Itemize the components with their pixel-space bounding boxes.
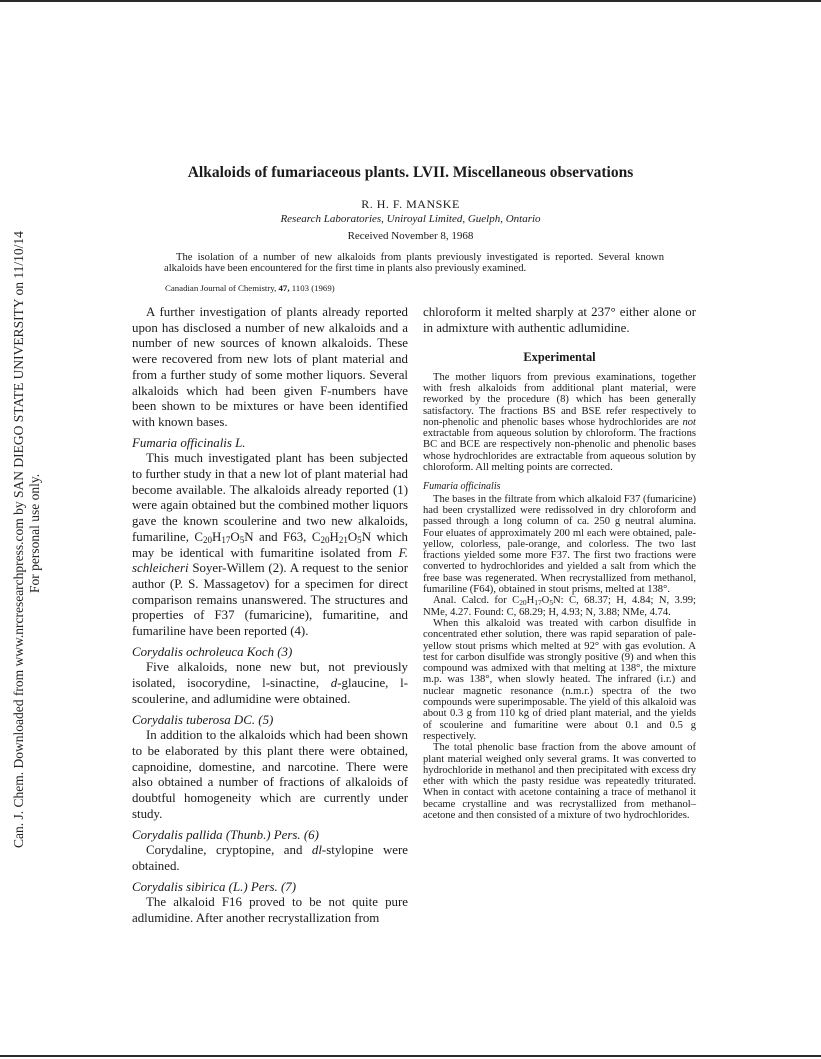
citation-pages: 1103 (1969): [291, 283, 335, 293]
received-date: Received November 8, 1968: [347, 230, 474, 242]
download-watermark: [0, 0, 60, 1059]
carbon-disulfide-paragraph: When this alkaloid was treated with carbon disulfide in concentrated ether solution, there was rapid separation of pale-yellow stout prisms which melted at 92° with gas evolution. A test for carbon disulfide was strongly positive (9) and when this compound was admixed with that melting at 138°, the mixture m.p. was 138°, when slowly heated. The infrared (i.r.) and nuclear magnetic resonance (n.m.r.) spectra of the two compounds were superimposable. The yield of this alkaloid was about 0.3 g from 110 kg of dried plant material, and the yields of scoulerine and fumaritine were about 0.1 and 0.5 g respectively.: [423, 617, 696, 742]
top-border-line: [0, 0, 821, 2]
emphasis: not: [682, 416, 696, 428]
text-span: -stylopine were obtained.: [132, 843, 408, 873]
watermark-line-2: For personal use only.: [27, 473, 42, 593]
formula-fumariline: $C_{20}H_{17}O_5$: [194, 529, 245, 545]
bases-filtrate-paragraph: The bases in the filtrate from which alkaloid F37 (fumaricine) had been crystallized were redissolved in dry chloroform and passed through a long column of ca. 250 g neutral alumina. Four eluates of approximately 200 ml each were obtained, pale-yellow, colorless, pale-orange, and colorless. The two last fractions yielded some more F37. The first two fractions were converted to hydrochlorides and yielded a salt from which the free base was regenerated. When recrystallized from methanol, fumariline (F64), obtained in stout prisms, melted at 138°.: [423, 493, 696, 596]
section-heading-corydalis-tuberosa: Corydalis tuberosa DC. (5): [132, 712, 274, 727]
section-heading-experimental: Experimental: [523, 350, 596, 365]
text-span: N: C, 68.37; H, 4.84; N, 3.99; NMe, 4.27. Found: C, 68.29; H, 4.93; N, 3.88; NMe, 4.74.: [423, 595, 696, 618]
corydalis-sibirica-paragraph: The alkaloid F16 proved to be not quite pure adlumidine. After another recrystallization from: [132, 895, 408, 926]
bottom-border-line: [0, 1055, 821, 1057]
italic-prefix: d: [330, 676, 338, 691]
phenolic-base-paragraph: The total phenolic base fraction from the above amount of plant material weighed only several grams. It was converted to hydrochloride in methanol and then precipitated with excess dry ether with which the pasty residue was repeatedly triturated. When in contact with acetone containing a trace of methanol it became crystalline and was recrystallized from methanol–acetone and then consisted of a mixture of two hydrochlorides.: [423, 742, 696, 821]
text-span: Anal. Calcd. for: [433, 595, 513, 607]
fumaria-officinalis-paragraph: [132, 451, 408, 639]
abstract: The isolation of a number of new alkaloids from plants previously investigated is reported. Several known alkaloids have been encountered for the first time in plants also previously examined.: [164, 252, 664, 275]
corydalis-pallida-paragraph: [132, 843, 408, 874]
text-span: N which may be identical with fumaritine isolated from: [132, 529, 408, 560]
text-span: Soyer-Willem (2). A request to the senior author (P. S. Massagetov) for a specimen for direct comparison remains unanswered. The structures and properties of F37 (fumaricine), fumaritine, and fumariline have been reported (4).: [132, 561, 408, 639]
right-column: [423, 305, 696, 821]
text-span: This much investigated plant has been subjected to further study in that a new lot of plant material had become available. The alkaloids already reported (1) were again obtained but the combined mother liquors gave the known scoulerine and two new alkaloids, fumariline,: [132, 451, 408, 544]
journal-citation: [165, 283, 335, 293]
species-name: F. schleicheri: [132, 545, 408, 576]
left-column: [132, 305, 408, 927]
citation-volume: 47,: [278, 283, 290, 293]
watermark-line-1: Can. J. Chem. Downloaded from www.nrcresearchpress.com by SAN DIEGO STATE UNIVERSITY on 11/10/14: [11, 231, 26, 848]
italic-prefix: dl: [311, 843, 322, 858]
paper-title: Alkaloids of fumariaceous plants. LVII. Miscellaneous observations: [187, 164, 634, 181]
formula-f63: $C_{20}H_{21}O_5$: [311, 529, 362, 545]
corydalis-tuberosa-paragraph: In addition to the alkaloids which had been shown to be elaborated by this plant there were obtained, capnoidine, domestine, and narcotine. There were also obtained a number of fractions of alkaloids of doubtful homogeneity which are currently under study.: [132, 728, 408, 821]
intro-paragraph: A further investigation of plants already reported upon has disclosed a number of new alkaloids and a number of new sources of known alkaloids. These were recovered from new lots of plant material and from a further study of some mother liquors. Several alkaloids which had been given F-numbers have been shown to be mixtures or have been identified with known bases.: [132, 305, 408, 429]
text-span: N and F63,: [244, 529, 312, 544]
citation-journal: Canadian Journal of Chemistry,: [165, 283, 277, 293]
text-span: -glaucine, l-scoulerine, and adlumidine were obtained.: [132, 676, 408, 706]
section-heading-fumaria-officinalis: Fumaria officinalis L.: [132, 435, 246, 450]
author-name: R. H. F. MANSKE: [361, 197, 460, 211]
text-span: The mother liquors from previous examinations, together with fresh alkaloids from additional plant material, were reworked by the procedure (8) which has been generally satisfactory. The fractions BS and BSE refer respectively to non-phenolic and phenolic bases whose hydrochlorides are: [423, 371, 696, 428]
text-span: extractable from aqueous solution by chloroform. The fractions BC and BCE are respectively non-phenolic and phenolic bases whose hydrochlorides are extractable from aqueous solution by chloroform. All melting points are corrected.: [423, 428, 696, 474]
experimental-paragraph: [423, 372, 696, 474]
section-heading-corydalis-pallida: Corydalis pallida (Thunb.) Pers. (6): [132, 827, 319, 842]
corydalis-ochroleuca-paragraph: [132, 660, 408, 707]
section-heading-corydalis-ochroleuca: Corydalis ochroleuca Koch (3): [132, 644, 293, 659]
text-span: Five alkaloids, none new but, not previously isolated, isocorydine, l-sinactine,: [132, 660, 408, 691]
author-affiliation: Research Laboratories, Uniroyal Limited, Guelph, Ontario: [280, 213, 541, 225]
formula-analysis: $C_{20}H_{17}O_5$: [512, 595, 554, 608]
analysis-paragraph: [423, 595, 696, 618]
section-heading-corydalis-sibirica: Corydalis sibirica (L.) Pers. (7): [132, 879, 296, 894]
subsection-heading-fumaria-officinalis: Fumaria officinalis: [423, 481, 501, 493]
text-span: Corydaline, cryptopine, and: [146, 843, 312, 858]
continued-paragraph: chloroform it melted sharply at 237° either alone or in admixture with authentic adlumidine.: [423, 305, 696, 335]
